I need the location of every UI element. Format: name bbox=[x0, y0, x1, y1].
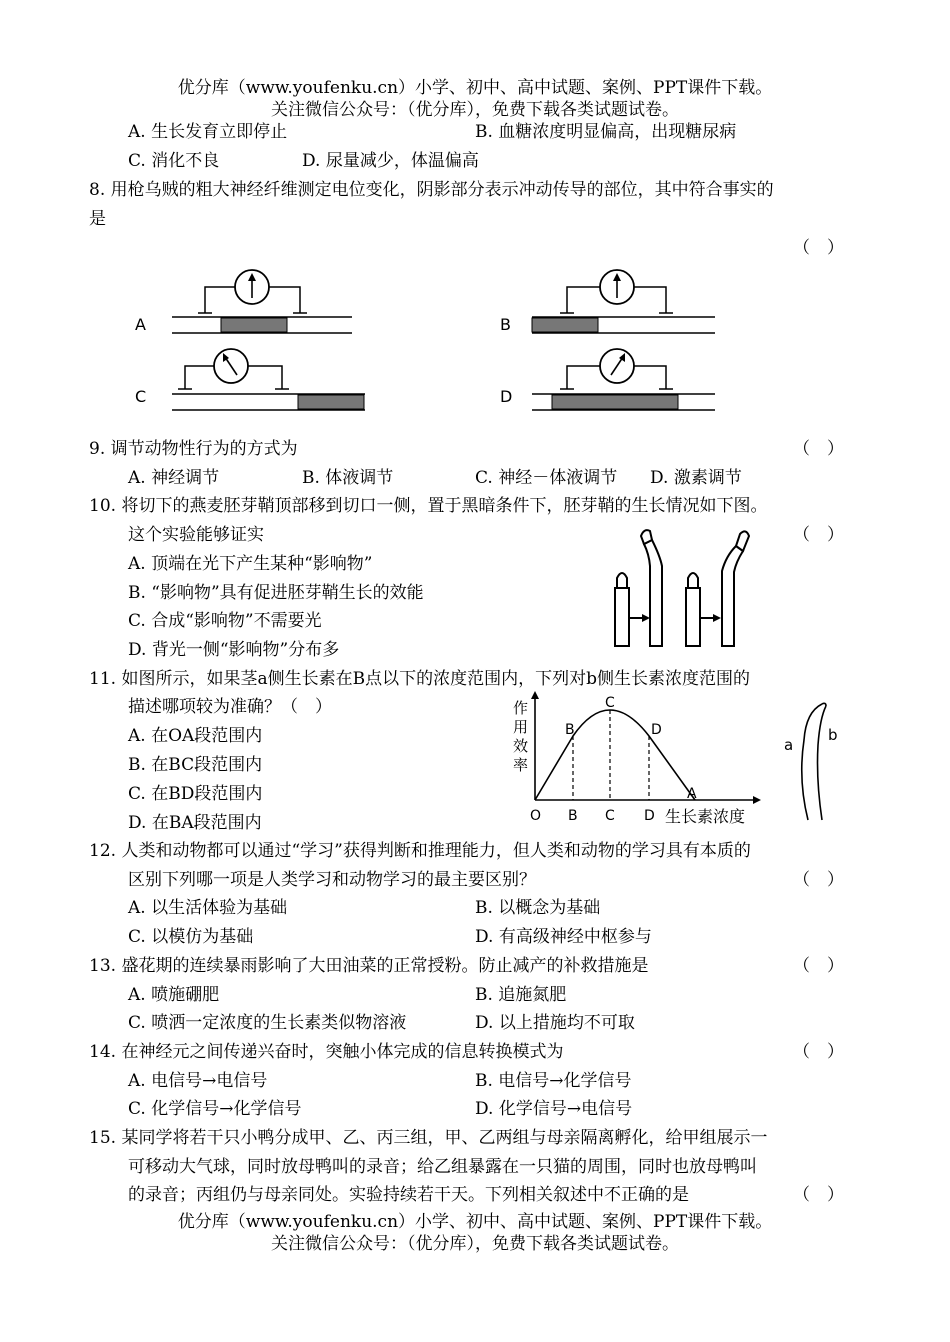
q11-point-a: A bbox=[687, 786, 697, 802]
q11-stem-line-2: 描述哪项较为准确？（ ） bbox=[128, 697, 332, 717]
q10-option-c: C. 合成“影响物”不需要光 bbox=[128, 611, 322, 631]
q12-option-c: C. 以模仿为基础 bbox=[128, 927, 254, 947]
q8-figure-d bbox=[495, 338, 735, 418]
q9-stem: 9. 调节动物性行为的方式为 bbox=[89, 439, 298, 459]
q8-answer-paren: （ ） bbox=[793, 238, 844, 258]
q14-answer-paren: （ ） bbox=[793, 1042, 844, 1062]
q8-stem-line-1: 8. 用枪乌贼的粗大神经纤维测定电位变化，阴影部分表示冲动传导的部位，其中符合事实的 bbox=[89, 180, 774, 200]
q11-xtick-c: C bbox=[605, 808, 615, 824]
q11-ylabel-2: 用 bbox=[513, 718, 529, 736]
q11-ylabel-3: 效 bbox=[513, 737, 529, 755]
q11-option-c: C. 在BD段范围内 bbox=[128, 784, 263, 804]
q11-growth-curve-chart bbox=[505, 688, 770, 830]
q11-xlabel: 生长素浓度 bbox=[665, 807, 746, 826]
q11-xtick-b: B bbox=[568, 808, 578, 824]
q11-stem-label-a: a bbox=[784, 736, 794, 754]
q11-point-c: C bbox=[605, 695, 615, 711]
q13-option-c: C. 喷洒一定浓度的生长素类似物溶液 bbox=[128, 1013, 407, 1033]
q15-stem-line-2: 可移动大气球，同时放母鸭叫的录音；给乙组暴露在一只猫的周围，同时也放母鸭叫 bbox=[128, 1157, 757, 1177]
q11-origin-label: O bbox=[530, 808, 542, 824]
q11-point-b: B bbox=[565, 722, 575, 738]
q10-stem-line-1: 10. 将切下的燕麦胚芽鞘顶部移到切口一侧，置于黑暗条件下，胚芽鞘的生长情况如下图。 bbox=[89, 496, 768, 516]
q12-stem-line-1: 12. 人类和动物都可以通过“学习”获得判断和推理能力，但人类和动物的学习具有本质的 bbox=[89, 841, 751, 861]
q11-stem-line-1: 11. 如图所示，如果茎a侧生长素在B点以下的浓度范围内，下列对b侧生长素浓度范围的 bbox=[89, 669, 750, 689]
q10-option-a: A. 顶端在光下产生某种“影响物” bbox=[128, 554, 373, 574]
q8-figure-label-c: C bbox=[135, 387, 147, 406]
q12-option-a: A. 以生活体验为基础 bbox=[128, 898, 288, 918]
q10-option-b: B. “影响物”具有促进胚芽鞘生长的效能 bbox=[128, 583, 424, 603]
q7-option-d: D. 尿量减少，体温偏高 bbox=[302, 151, 479, 171]
q11-ylabel-1: 作 bbox=[513, 699, 529, 717]
q8-figure-label-b: B bbox=[500, 315, 511, 334]
q14-option-c: C. 化学信号→化学信号 bbox=[128, 1099, 302, 1119]
footer-line-1: 优分库（www.youfenku.cn）小学、初中、高中试题、案例、PPT课件下载。 bbox=[177, 1212, 773, 1232]
q11-option-d: D. 在BA段范围内 bbox=[128, 813, 262, 833]
q10-coleoptile-figure bbox=[600, 526, 765, 651]
q11-xtick-d: D bbox=[644, 808, 655, 824]
q10-stem-line-2: 这个实验能够证实 bbox=[128, 525, 264, 545]
q11-option-a: A. 在OA段范围内 bbox=[128, 726, 263, 746]
q12-option-d: D. 有高级神经中枢参与 bbox=[475, 927, 652, 947]
q12-stem-line-2: 区别下列哪一项是人类学习和动物学习的最主要区别？ bbox=[128, 870, 536, 890]
q13-option-b: B. 追施氮肥 bbox=[475, 985, 567, 1005]
header-line-1: 优分库（www.youfenku.cn）小学、初中、高中试题、案例、PPT课件下载。 bbox=[177, 78, 773, 98]
q12-option-b: B. 以概念为基础 bbox=[475, 898, 601, 918]
q8-figure-b bbox=[495, 265, 735, 345]
q7-option-c: C. 消化不良 bbox=[128, 151, 220, 171]
q9-option-d: D. 激素调节 bbox=[650, 468, 742, 488]
q8-stem-line-2: 是 bbox=[89, 209, 106, 229]
footer-line-2: 关注微信公众号：（优分库），免费下载各类试题试卷。 bbox=[271, 1234, 679, 1254]
q9-option-b: B. 体液调节 bbox=[302, 468, 394, 488]
q8-figure-label-a: A bbox=[135, 315, 146, 334]
q14-stem: 14. 在神经元之间传递兴奋时，突触小体完成的信息转换模式为 bbox=[89, 1042, 564, 1062]
q15-answer-paren: （ ） bbox=[793, 1185, 844, 1205]
q13-answer-paren: （ ） bbox=[793, 956, 844, 976]
q11-option-b: B. 在BC段范围内 bbox=[128, 755, 263, 775]
q9-answer-paren: （ ） bbox=[793, 439, 844, 459]
header-line-2: 关注微信公众号：（优分库），免费下载各类试题试卷。 bbox=[271, 100, 679, 120]
q15-stem-line-3: 的录音；丙组仍与母亲同处。实验持续若干天。下列相关叙述中不正确的是 bbox=[128, 1185, 689, 1205]
q11-stem-figure bbox=[778, 700, 848, 825]
q11-ylabel-4: 率 bbox=[513, 756, 529, 774]
q15-stem-line-1: 15. 某同学将若干只小鸭分成甲、乙、丙三组，甲、乙两组与母亲隔离孵化，给甲组展示一 bbox=[89, 1128, 768, 1148]
q13-option-a: A. 喷施硼肥 bbox=[128, 985, 220, 1005]
q13-stem: 13. 盛花期的连续暴雨影响了大田油菜的正常授粉。防止减产的补救措施是 bbox=[89, 956, 649, 976]
q7-option-a: A. 生长发育立即停止 bbox=[128, 122, 288, 142]
q14-option-b: B. 电信号→化学信号 bbox=[475, 1071, 632, 1091]
q8-figure-c bbox=[130, 338, 370, 418]
q10-option-d: D. 背光一侧“影响物”分布多 bbox=[128, 640, 340, 660]
q9-option-c: C. 神经－体液调节 bbox=[475, 468, 618, 488]
q14-option-a: A. 电信号→电信号 bbox=[128, 1071, 268, 1091]
q9-option-a: A. 神经调节 bbox=[128, 468, 220, 488]
q11-point-d: D bbox=[651, 722, 662, 738]
q7-option-b: B. 血糖浓度明显偏高，出现糖尿病 bbox=[475, 122, 737, 142]
q12-answer-paren: （ ） bbox=[793, 870, 844, 890]
q8-figure-a bbox=[130, 265, 370, 345]
q10-answer-paren: （ ） bbox=[793, 525, 844, 545]
q13-option-d: D. 以上措施均不可取 bbox=[475, 1013, 635, 1033]
q8-figure-label-d: D bbox=[500, 387, 513, 406]
q11-stem-label-b: b bbox=[828, 726, 838, 744]
q14-option-d: D. 化学信号→电信号 bbox=[475, 1099, 633, 1119]
